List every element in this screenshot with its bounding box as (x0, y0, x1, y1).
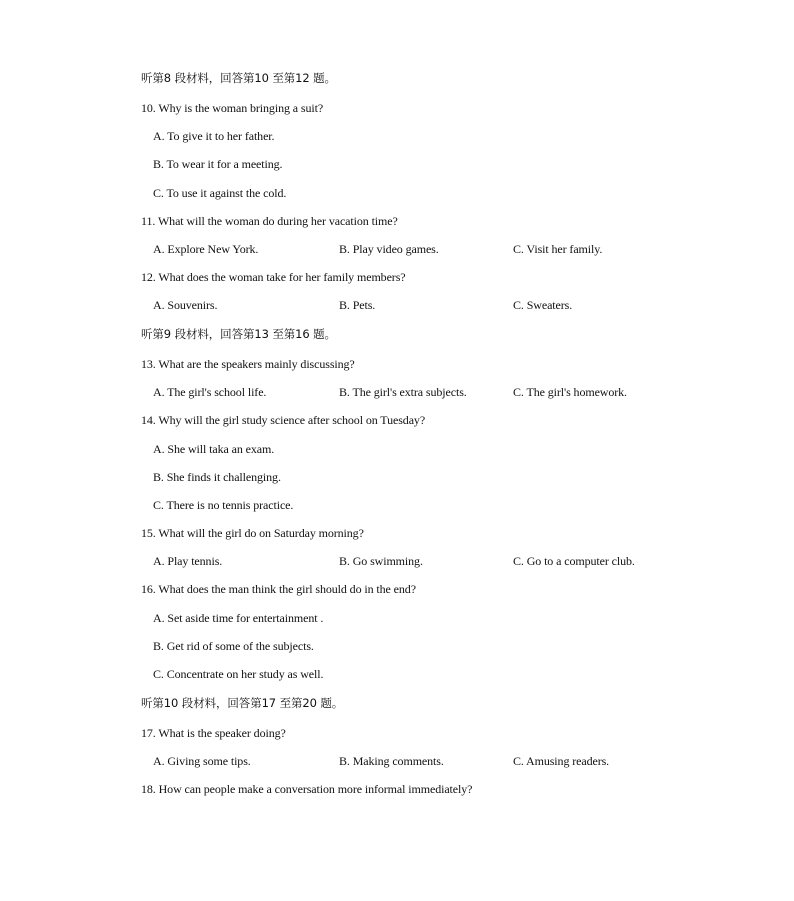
question-11: 11. What will the woman do during her vacation time? (141, 214, 398, 228)
option-11-a: A. Explore New York. (153, 242, 259, 256)
section-heading-8: 听第8 段材料，回答第10 至第12 题。 (141, 71, 336, 85)
option-10-b: B. To wear it for a meeting. (153, 157, 283, 171)
option-15-a: A. Play tennis. (153, 554, 223, 568)
option-16-b: B. Get rid of some of the subjects. (153, 639, 314, 653)
option-17-a: A. Giving some tips. (153, 754, 251, 768)
question-15: 15. What will the girl do on Saturday morning? (141, 526, 364, 540)
option-14-a: A. She will taka an exam. (153, 442, 275, 456)
question-12: 12. What does the woman take for her family members? (141, 270, 406, 284)
option-12-a: A. Souvenirs. (153, 298, 218, 312)
question-18: 18. How can people make a conversation more informal immediately? (141, 782, 473, 796)
question-14: 14. Why will the girl study science after school on Tuesday? (141, 413, 426, 427)
option-13-a: A. The girl's school life. (153, 385, 267, 399)
option-13-c: C. The girl's homework. (513, 385, 627, 399)
question-10: 10. Why is the woman bringing a suit? (141, 101, 324, 115)
question-13: 13. What are the speakers mainly discussing? (141, 357, 355, 371)
section-heading-10: 听第10 段材料，回答第17 至第20 题。 (141, 696, 344, 710)
option-17-c: C. Amusing readers. (513, 754, 610, 768)
section-heading-9: 听第9 段材料，回答第13 至第16 题。 (141, 327, 336, 341)
option-11-c: C. Visit her family. (513, 242, 603, 256)
option-15-c: C. Go to a computer club. (513, 554, 635, 568)
option-17-b: B. Making comments. (339, 754, 444, 768)
option-13-b: B. The girl's extra subjects. (339, 385, 467, 399)
option-12-b: B. Pets. (339, 298, 376, 312)
option-14-c: C. There is no tennis practice. (153, 498, 294, 512)
option-10-a: A. To give it to her father. (153, 129, 275, 143)
question-17: 17. What is the speaker doing? (141, 726, 286, 740)
option-16-c: C. Concentrate on her study as well. (153, 667, 324, 681)
option-14-b: B. She finds it challenging. (153, 470, 281, 484)
option-12-c: C. Sweaters. (513, 298, 573, 312)
option-11-b: B. Play video games. (339, 242, 439, 256)
option-10-c: C. To use it against the cold. (153, 186, 287, 200)
option-15-b: B. Go swimming. (339, 554, 423, 568)
option-16-a: A. Set aside time for entertainment . (153, 611, 324, 625)
question-16: 16. What does the man think the girl should do in the end? (141, 582, 416, 596)
